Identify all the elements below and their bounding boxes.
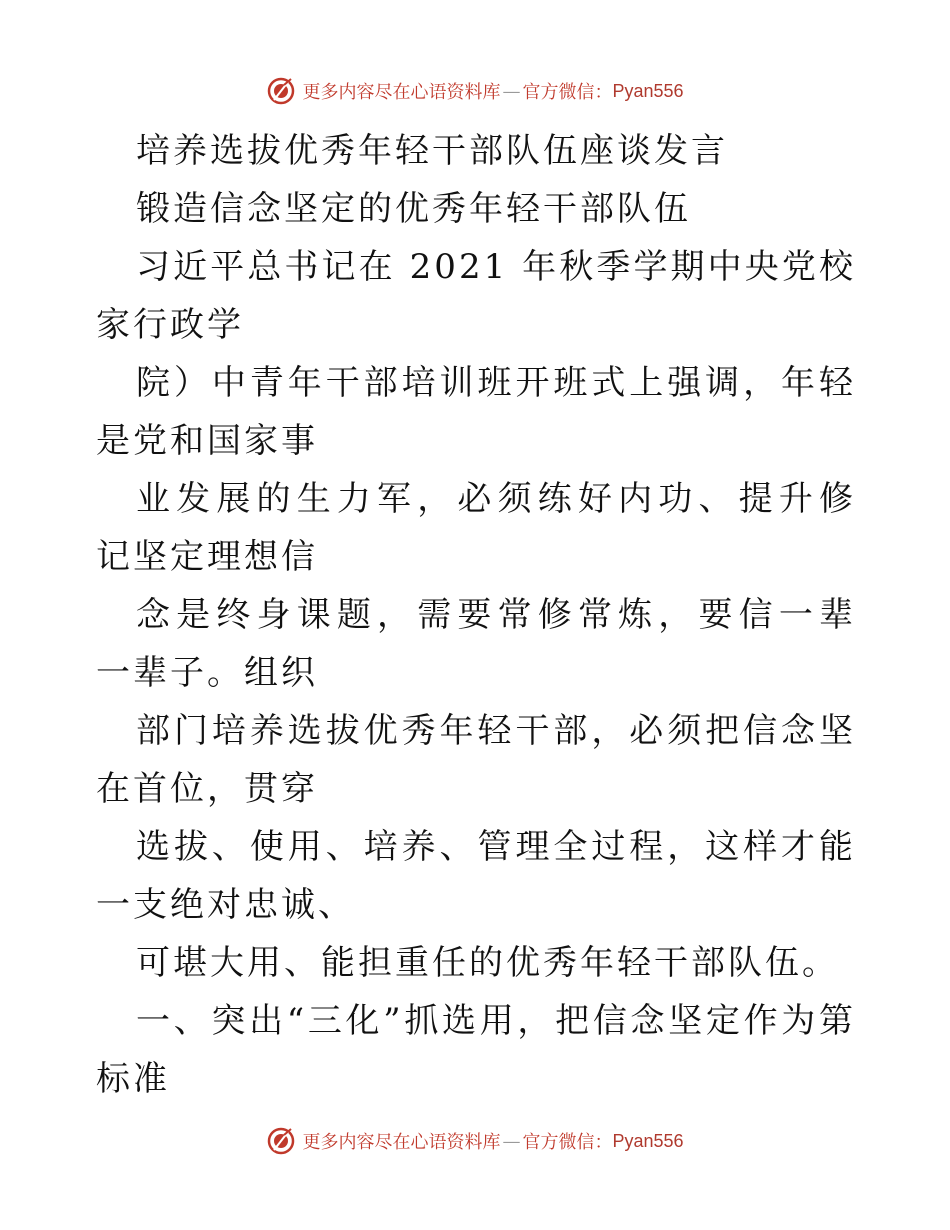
- body-line: 念是终身课题，需要常修常炼，要信一辈: [136, 595, 856, 635]
- quill-seal-icon: [266, 76, 296, 106]
- banner-separator: —: [502, 80, 521, 102]
- body-line: 部门培养选拔优秀年轻干部，必须把信念坚: [136, 711, 856, 751]
- banner-wechat-label: 官方微信：: [522, 82, 613, 103]
- banner-wechat-label: 官方微信：: [522, 1132, 613, 1153]
- quill-seal-icon: [266, 1126, 296, 1156]
- section-heading-cont: 标准: [96, 1059, 170, 1099]
- body-line: 一辈子。组织: [96, 653, 318, 693]
- body-line: 可堪大用、能担重任的优秀年轻干部队伍。: [136, 943, 839, 983]
- body-line: 一支绝对忠诚、: [96, 885, 355, 925]
- banner-site-text: 更多内容尽在心语资料库: [302, 82, 501, 103]
- body-line: 习近平总书记在 2021 年秋季学期中央党校: [136, 247, 856, 287]
- document-subtitle: 锻造信念坚定的优秀年轻干部队伍: [136, 189, 691, 229]
- body-line: 家行政学: [96, 305, 244, 345]
- body-line: 选拔、使用、培养、管理全过程，这样才能: [136, 827, 856, 867]
- document-title: 培养选拔优秀年轻干部队伍座谈发言: [136, 131, 728, 171]
- banner-wechat-id: Pyan556: [612, 1130, 684, 1151]
- section-heading: 一、突出“三化”抓选用，把信念坚定作为第: [136, 1001, 856, 1041]
- banner-separator: —: [502, 1130, 521, 1152]
- document-body: [96, 122, 856, 1108]
- banner-site-text: 更多内容尽在心语资料库: [302, 1132, 501, 1153]
- body-line: 在首位，贯穿: [96, 769, 318, 809]
- header-banner: [0, 74, 950, 108]
- body-line: 业发展的生力军，必须练好内功、提升修: [136, 479, 856, 519]
- body-line: 院）中青年干部培训班开班式上强调，年轻: [136, 363, 856, 403]
- banner-wechat-id: Pyan556: [612, 80, 684, 101]
- body-line: 记坚定理想信: [96, 537, 318, 577]
- footer-banner: [0, 1124, 950, 1158]
- body-line: 是党和国家事: [96, 421, 318, 461]
